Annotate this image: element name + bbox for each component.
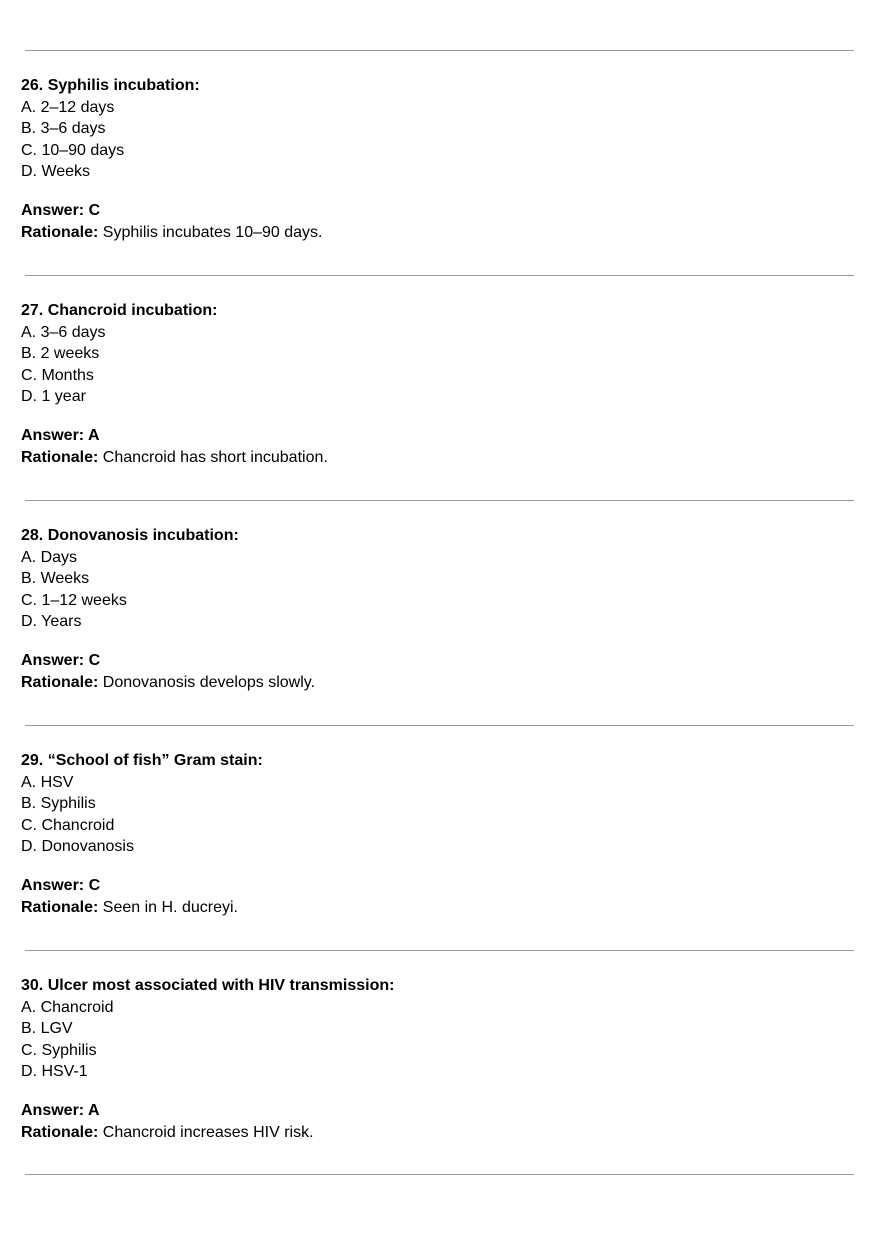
- rationale-label: Rationale:: [21, 1123, 99, 1141]
- divider: [25, 950, 854, 951]
- rationale-label: Rationale:: [21, 673, 99, 691]
- answer-line: Answer: A: [21, 427, 100, 444]
- rationale-line: [21, 222, 841, 244]
- option-a: A. 3–6 days: [21, 323, 106, 341]
- option-d: D. Years: [21, 613, 82, 630]
- question-block-28: [21, 525, 841, 693]
- answer-line: Answer: C: [21, 877, 101, 894]
- question-title: 29. “School of fish” Gram stain:: [21, 752, 263, 769]
- option-d: D. 1 year: [21, 388, 86, 405]
- rationale-text: Syphilis incubates 10–90 days.: [98, 223, 323, 241]
- question-title: 28. Donovanosis incubation:: [21, 527, 239, 544]
- option-c: C. Months: [21, 366, 94, 384]
- option-b: B. 3–6 days: [21, 120, 106, 137]
- option-a: A. Days: [21, 548, 78, 566]
- divider: [25, 1174, 854, 1175]
- answer-line: Answer: C: [21, 652, 101, 669]
- rationale-line: [21, 897, 841, 919]
- rationale-label: Rationale:: [21, 448, 99, 466]
- divider: [25, 725, 854, 726]
- question-block-26: [21, 75, 841, 243]
- option-a: A. 2–12 days: [21, 98, 115, 116]
- rationale-text: Donovanosis develops slowly.: [98, 673, 316, 691]
- option-a: A. Chancroid: [21, 998, 114, 1016]
- option-b: B. LGV: [21, 1020, 73, 1037]
- rationale-line: [21, 447, 841, 469]
- option-b: B. Weeks: [21, 570, 90, 587]
- option-d: D. Donovanosis: [21, 838, 134, 855]
- rationale-line: [21, 672, 841, 694]
- rationale-text: Seen in H. ducreyi.: [98, 898, 238, 916]
- divider: [25, 275, 854, 276]
- rationale-line: [21, 1122, 841, 1144]
- option-b: B. Syphilis: [21, 795, 96, 812]
- divider: [25, 50, 854, 51]
- question-block-30: [21, 975, 841, 1143]
- rationale-text: Chancroid increases HIV risk.: [98, 1123, 314, 1141]
- question-title: 27. Chancroid incubation:: [21, 302, 218, 319]
- divider: [25, 500, 854, 501]
- option-d: D. HSV-1: [21, 1063, 88, 1080]
- option-b: B. 2 weeks: [21, 345, 100, 362]
- option-d: D. Weeks: [21, 163, 91, 180]
- option-c: C. Syphilis: [21, 1041, 97, 1059]
- rationale-label: Rationale:: [21, 898, 99, 916]
- option-c: C. 1–12 weeks: [21, 591, 127, 609]
- question-block-29: [21, 750, 841, 918]
- answer-line: Answer: A: [21, 1102, 100, 1119]
- question-block-27: [21, 300, 841, 468]
- question-title: 26. Syphilis incubation:: [21, 77, 200, 94]
- rationale-label: Rationale:: [21, 223, 99, 241]
- option-a: A. HSV: [21, 773, 74, 791]
- rationale-text: Chancroid has short incubation.: [98, 448, 328, 466]
- answer-line: Answer: C: [21, 202, 101, 219]
- option-c: C. 10–90 days: [21, 141, 125, 159]
- question-title: 30. Ulcer most associated with HIV transmission:: [21, 977, 395, 994]
- option-c: C. Chancroid: [21, 816, 115, 834]
